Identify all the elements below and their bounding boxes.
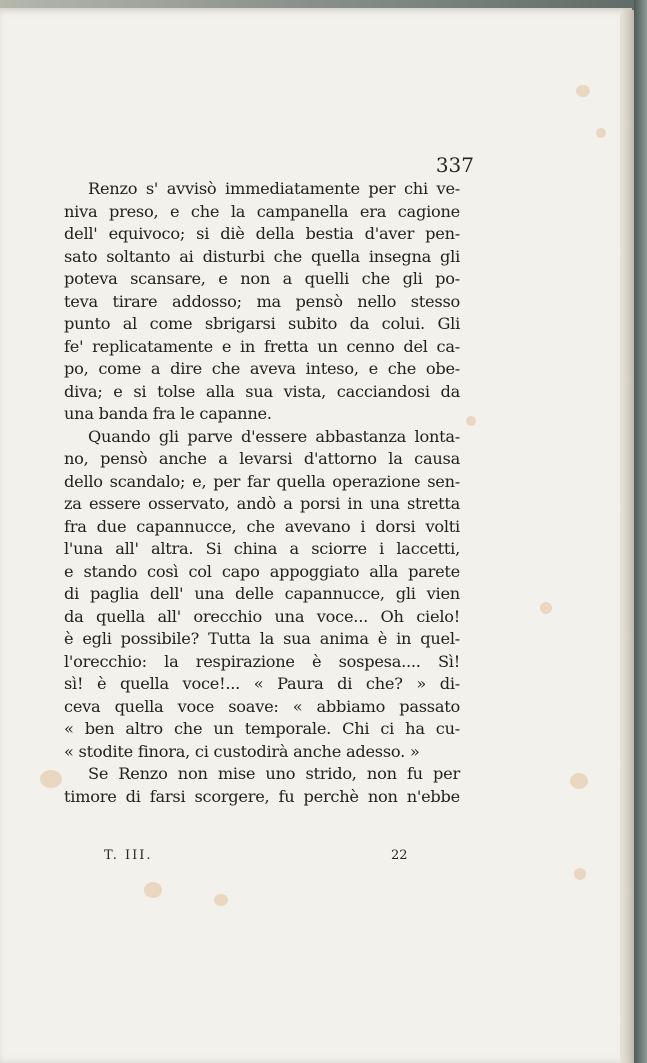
foxing-stain [214,894,228,906]
text-line: sì! è quella voce!... « Paura di che? » di- [64,674,460,693]
foxing-stain [576,85,590,97]
text-line: dell' equivoco; si diè della bestia d'aver pen- [64,224,460,243]
signature-mark: 22 [391,848,408,863]
text-line: fe' replicatamente e in fretta un cenno del ca- [64,336,460,356]
page-footer [64,848,460,870]
text-line: Se Renzo non mise uno strido, non fu per [88,764,460,783]
text-line: fra due capannucce, che avevano i dorsi volti [64,516,460,536]
page-number: 337 [435,153,474,177]
text-line: « ben altro che un temporale. Chi ci ha cu- [64,719,460,738]
foxing-stain [596,128,606,138]
text-line: « stodite finora, ci custodirà anche adesso. » [64,741,420,761]
text-line: l'una all' altra. Si china a sciorre i laccetti, [64,539,460,558]
text-line: no, pensò anche a levarsi d'attorno la causa [64,449,460,468]
text-line: teva tirare addosso; ma pensò nello stesso [64,291,460,311]
text-line: dello scandalo; e, per far quella operazione sen- [64,471,460,491]
text-line: di paglia dell' una delle capannucce, gli vien [64,584,460,603]
text-line: po, come a dire che aveva inteso, e che obe- [64,359,460,378]
page-edge [620,10,634,1063]
text-line: punto al come sbrigarsi subito da colui. Gli [64,314,460,333]
text-line: niva preso, e che la campanella era cagione [64,201,460,221]
foxing-stain [570,773,588,789]
text-line: Renzo s' avvisò immediatamente per chi ve- [88,179,460,198]
text-line: diva; e si tolse alla sua vista, cacciandosi da [64,381,460,401]
text-line: poteva scansare, e non a quelli che gli po- [64,269,460,288]
text-line: da quella all' orecchio una voce... Oh cielo! [64,606,460,626]
body-text [64,178,460,808]
text-line: è egli possibile? Tutta la sua anima è in quel- [64,629,460,648]
foxing-stain [574,868,586,880]
text-line: l'orecchio: la respirazione è sospesa.... Sì! [64,651,460,671]
text-line: una banda fra le capanne. [64,404,272,423]
foxing-stain [540,602,552,614]
text-line: ceva quella voce soave: « abbiamo passato [64,696,460,716]
foxing-stain [40,770,62,788]
book-spine [634,0,647,1063]
text-line: za essere osservato, andò a porsi in una stretta [64,494,460,513]
foxing-stain [466,416,476,426]
volume-mark: T. III. [104,848,153,863]
text-line: timore di farsi scorgere, fu perchè non n'ebbe [64,786,460,806]
foxing-stain [144,882,162,898]
text-line: e stando così col capo appoggiato alla parete [64,561,460,581]
text-line: sato soltanto ai disturbi che quella insegna gli [64,246,460,266]
text-line: Quando gli parve d'essere abbastanza lonta- [88,426,460,446]
